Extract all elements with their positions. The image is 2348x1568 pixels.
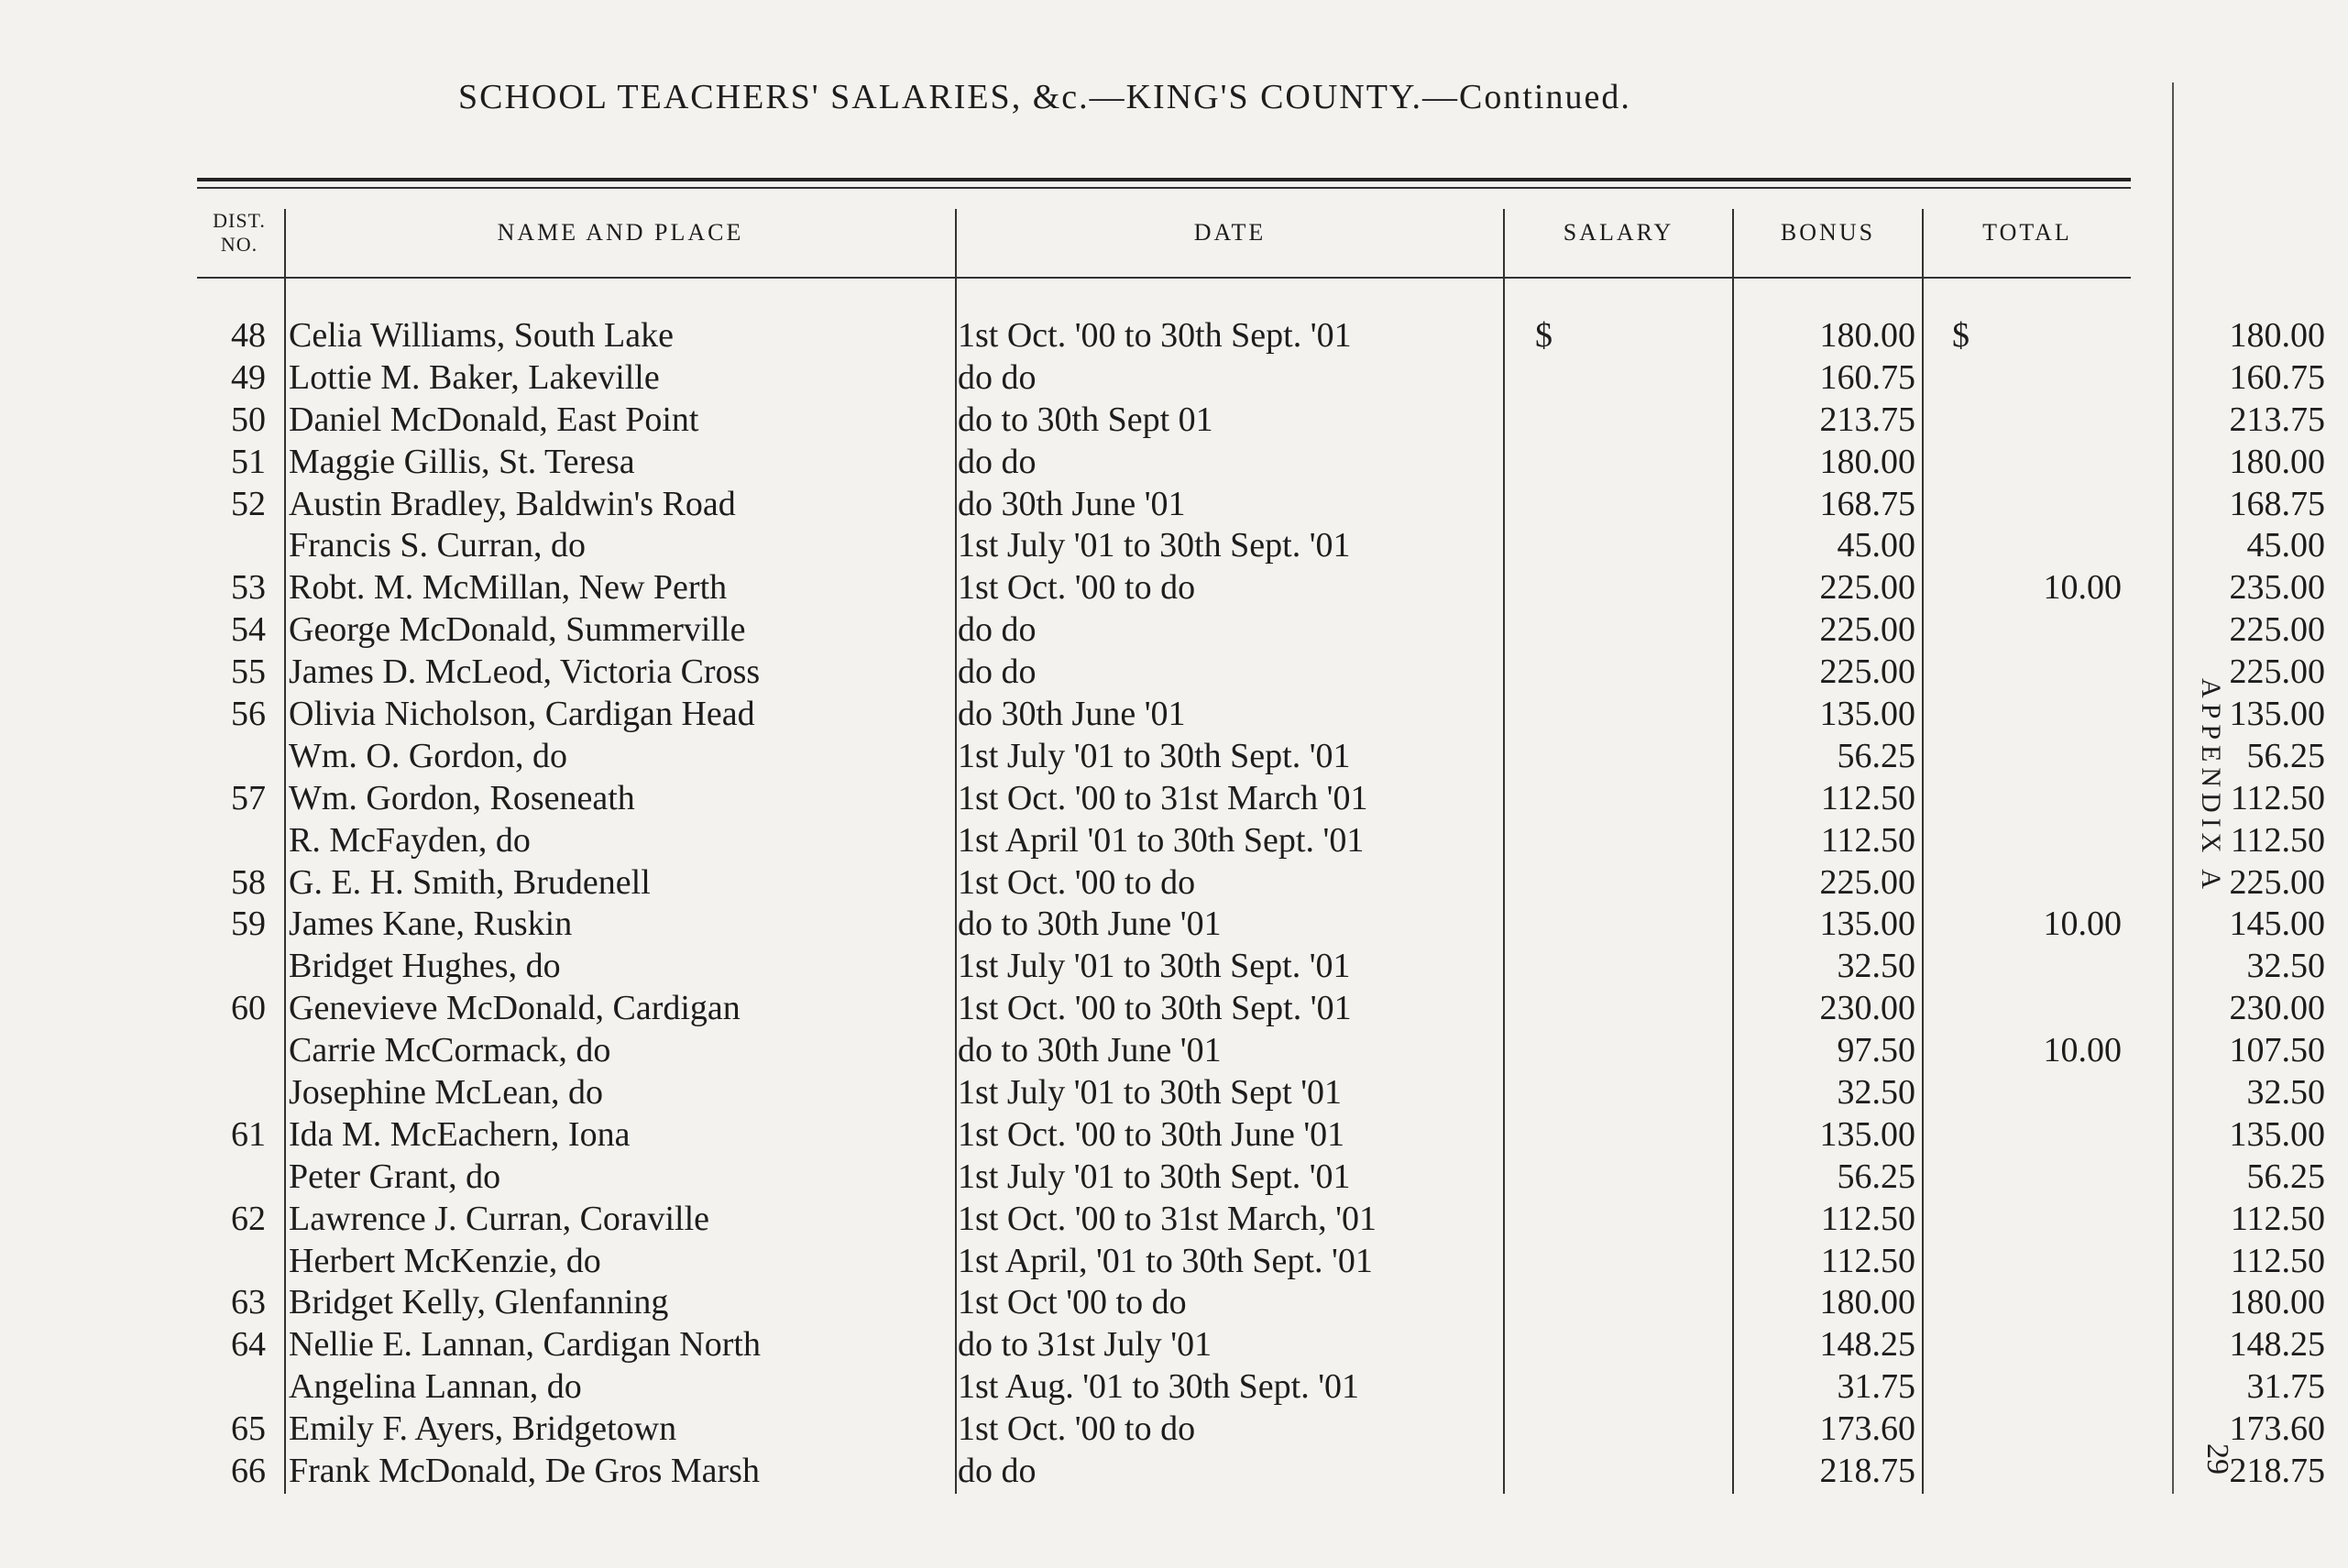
teacher-name-place: James D. McLeod, Victoria Cross [289, 652, 761, 692]
bonus-amount: 10.00 [2043, 1031, 2122, 1070]
teacher-name-place: Genevieve McDonald, Cardigan [289, 989, 741, 1028]
service-date: do to 30th Sept 01 [958, 400, 1213, 439]
total-amount: 180.00 [2229, 316, 2325, 355]
salary-amount: 168.75 [1819, 484, 1915, 523]
salary-amount: 225.00 [1819, 652, 1915, 692]
service-date: 1st Oct. '00 to 30th June '01 [958, 1114, 1345, 1154]
teacher-name-place: Daniel McDonald, East Point [289, 400, 699, 439]
teacher-name-place: Herbert McKenzie, do [289, 1241, 601, 1280]
dist-number: 57 [231, 778, 266, 817]
salary-amount: 135.00 [1819, 695, 1915, 734]
total-amount: 173.60 [2229, 1409, 2325, 1449]
total-amount: 225.00 [2229, 652, 2325, 692]
teacher-name-place: George McDonald, Summerville [289, 610, 746, 650]
salary-amount: 135.00 [1819, 905, 1915, 944]
teacher-name-place: Francis S. Curran, do [289, 526, 587, 565]
table-row [197, 988, 2325, 1030]
teacher-name-place: Frank McDonald, De Gros Marsh [289, 1452, 760, 1491]
salary-amount: 31.75 [1837, 1367, 1915, 1407]
table-row [197, 778, 2325, 820]
total-amount: 32.50 [2246, 947, 2325, 986]
total-amount: 112.50 [2230, 820, 2325, 860]
dist-number: 64 [231, 1325, 266, 1365]
service-date: 1st April '01 to 30th Sept. '01 [958, 820, 1365, 860]
dist-number: 59 [231, 905, 266, 944]
total-amount: 230.00 [2229, 989, 2325, 1028]
table-row [197, 1324, 2325, 1366]
table-row [197, 400, 2325, 442]
salary-amount: 160.75 [1819, 357, 1915, 397]
column-header-name: NAME AND PLACE [497, 219, 744, 246]
teacher-name-place: Nellie E. Lannan, Cardigan North [289, 1325, 761, 1365]
dist-number: 54 [231, 610, 266, 650]
salary-amount: 32.50 [1837, 947, 1915, 986]
dist-number: 56 [231, 695, 266, 734]
salary-amount: 230.00 [1819, 989, 1915, 1028]
dist-number: 52 [231, 484, 266, 523]
salary-dollar-sign: $ [1535, 316, 1553, 355]
table-row [197, 904, 2325, 946]
table-row [197, 567, 2325, 609]
salary-amount: 135.00 [1819, 1114, 1915, 1154]
total-amount: 213.75 [2229, 400, 2325, 439]
service-date: 1st July '01 to 30th Sept '01 [958, 1073, 1343, 1113]
table-row [197, 946, 2325, 988]
teacher-name-place: G. E. H. Smith, Brudenell [289, 862, 651, 902]
salary-amount: 112.50 [1820, 1241, 1915, 1280]
dist-number: 48 [231, 316, 266, 355]
total-amount: 148.25 [2229, 1325, 2325, 1365]
table-row [197, 442, 2325, 484]
total-amount: 32.50 [2246, 1073, 2325, 1113]
teacher-name-place: Olivia Nicholson, Cardigan Head [289, 695, 755, 734]
dist-number: 51 [231, 442, 266, 481]
column-header-salary: SALARY [1563, 219, 1674, 246]
table-row [197, 1157, 2325, 1199]
table-row [197, 1114, 2325, 1157]
salary-amount: 32.50 [1837, 1073, 1915, 1113]
table-row [197, 1282, 2325, 1324]
teacher-name-place: Carrie McCormack, do [289, 1031, 611, 1070]
dist-number: 58 [231, 862, 266, 902]
salary-amount: 97.50 [1837, 1031, 1915, 1070]
service-date: 1st Aug. '01 to 30th Sept. '01 [958, 1367, 1360, 1407]
salary-amount: 112.50 [1820, 820, 1915, 860]
teacher-name-place: Celia Williams, South Lake [289, 316, 674, 355]
service-date: do to 30th June '01 [958, 905, 1222, 944]
table-row [197, 820, 2325, 862]
total-amount: 56.25 [2246, 1157, 2325, 1196]
service-date: 1st July '01 to 30th Sept. '01 [958, 947, 1351, 986]
table-row [197, 1072, 2325, 1114]
dist-number: 61 [231, 1114, 266, 1154]
dist-number: 55 [231, 652, 266, 692]
teacher-name-place: Wm. O. Gordon, do [289, 736, 567, 775]
service-date: do to 31st July '01 [958, 1325, 1212, 1365]
total-amount: 160.75 [2229, 357, 2325, 397]
service-date: 1st Oct. '00 to do [958, 568, 1196, 608]
total-amount: 145.00 [2229, 905, 2325, 944]
total-amount: 180.00 [2229, 1283, 2325, 1322]
teacher-name-place: R. McFayden, do [289, 820, 531, 860]
table-header [197, 189, 2131, 279]
salary-amount: 173.60 [1819, 1409, 1915, 1449]
service-date: do do [958, 610, 1037, 650]
total-amount: 135.00 [2229, 1114, 2325, 1154]
total-amount: 180.00 [2229, 442, 2325, 481]
table-row [197, 1199, 2325, 1241]
dist-number: 63 [231, 1283, 266, 1322]
service-date: 1st Oct. '00 to do [958, 862, 1196, 902]
dist-number: 66 [231, 1452, 266, 1491]
dist-number: 50 [231, 400, 266, 439]
total-amount: 225.00 [2229, 862, 2325, 902]
service-date: do to 30th June '01 [958, 1031, 1222, 1070]
table-row [197, 315, 2325, 357]
service-date: 1st Oct. '00 to 31st March '01 [958, 778, 1368, 817]
salary-amount: 218.75 [1819, 1452, 1915, 1491]
page-number: 29 [2200, 1443, 2234, 1475]
teacher-name-place: Austin Bradley, Baldwin's Road [289, 484, 736, 523]
table-row [197, 484, 2325, 526]
column-header-bonus: BONUS [1780, 219, 1876, 246]
bonus-amount: 10.00 [2043, 905, 2122, 944]
service-date: 1st Oct. '00 to do [958, 1409, 1196, 1449]
service-date: do do [958, 442, 1037, 481]
service-date: 1st July '01 to 30th Sept. '01 [958, 526, 1351, 565]
total-amount: 218.75 [2229, 1452, 2325, 1491]
total-amount: 168.75 [2229, 484, 2325, 523]
service-date: 1st July '01 to 30th Sept. '01 [958, 1157, 1351, 1196]
salary-amount: 112.50 [1820, 778, 1915, 817]
salary-amount: 148.25 [1819, 1325, 1915, 1365]
teacher-name-place: Josephine McLean, do [289, 1073, 603, 1113]
service-date: do 30th June '01 [958, 484, 1186, 523]
service-date: 1st Oct. '00 to 30th Sept. '01 [958, 989, 1352, 1028]
salary-amount: 45.00 [1837, 526, 1915, 565]
appendix-label: APPENDIX A [2196, 678, 2226, 894]
dist-number: 53 [231, 568, 266, 608]
service-date: 1st July '01 to 30th Sept. '01 [958, 736, 1351, 775]
teacher-name-place: Emily F. Ayers, Bridgetown [289, 1409, 677, 1449]
table-row [197, 1030, 2325, 1072]
column-header-total: TOTAL [1982, 219, 2072, 246]
total-amount: 135.00 [2229, 695, 2325, 734]
total-amount: 235.00 [2229, 568, 2325, 608]
service-date: do do [958, 1452, 1037, 1491]
total-amount: 112.50 [2230, 1199, 2325, 1238]
teacher-name-place: Robt. M. McMillan, New Perth [289, 568, 728, 608]
teacher-name-place: Wm. Gordon, Roseneath [289, 778, 635, 817]
teacher-name-place: Maggie Gillis, St. Teresa [289, 442, 635, 481]
salary-amount: 225.00 [1819, 862, 1915, 902]
column-header-date: DATE [1193, 219, 1267, 246]
salary-amount: 112.50 [1820, 1199, 1915, 1238]
service-date: do do [958, 652, 1037, 692]
table-row [197, 525, 2325, 567]
service-date: do 30th June '01 [958, 695, 1186, 734]
salary-amount: 180.00 [1819, 1283, 1915, 1322]
dist-number: 65 [231, 1409, 266, 1449]
service-date: 1st Oct. '00 to 31st March, '01 [958, 1199, 1377, 1238]
table-row [197, 862, 2325, 905]
salary-amount: 56.25 [1837, 1157, 1915, 1196]
total-amount: 107.50 [2229, 1031, 2325, 1070]
total-amount: 31.75 [2246, 1367, 2325, 1407]
salary-amount: 213.75 [1819, 400, 1915, 439]
teacher-name-place: Lottie M. Baker, Lakeville [289, 357, 660, 397]
table-row [197, 1241, 2325, 1283]
table-row [197, 1366, 2325, 1409]
table-row [197, 736, 2325, 778]
column-header-dist: DIST. NO. [213, 209, 266, 256]
table-row [197, 694, 2325, 736]
teacher-name-place: Bridget Kelly, Glenfanning [289, 1283, 669, 1322]
teacher-name-place: James Kane, Ruskin [289, 905, 573, 944]
service-date: 1st April, '01 to 30th Sept. '01 [958, 1241, 1373, 1280]
teacher-name-place: Peter Grant, do [289, 1157, 501, 1196]
table-row [197, 609, 2325, 652]
teacher-name-place: Bridget Hughes, do [289, 947, 561, 986]
table-row [197, 652, 2325, 694]
teacher-name-place: Lawrence J. Curran, Coraville [289, 1199, 709, 1238]
total-dollar-sign: $ [1952, 316, 1969, 355]
teacher-name-place: Ida M. McEachern, Iona [289, 1114, 631, 1154]
service-date: 1st Oct '00 to do [958, 1283, 1187, 1322]
table-row [197, 357, 2325, 400]
page-title: SCHOOL TEACHERS' SALARIES, &c.—KING'S COUNTY.—Continued. [458, 78, 1631, 116]
total-amount: 45.00 [2246, 526, 2325, 565]
total-amount: 56.25 [2246, 736, 2325, 775]
service-date: 1st Oct. '00 to 30th Sept. '01 [958, 316, 1352, 355]
total-amount: 225.00 [2229, 610, 2325, 650]
table-row [197, 1409, 2325, 1451]
dist-number: 49 [231, 357, 266, 397]
teacher-name-place: Angelina Lannan, do [289, 1367, 582, 1407]
bonus-amount: 10.00 [2043, 568, 2122, 608]
dist-number: 60 [231, 989, 266, 1028]
total-amount: 112.50 [2230, 1241, 2325, 1280]
salary-amount: 56.25 [1837, 736, 1915, 775]
service-date: do do [958, 357, 1037, 397]
total-amount: 112.50 [2230, 778, 2325, 817]
salary-amount: 225.00 [1819, 568, 1915, 608]
dist-number: 62 [231, 1199, 266, 1238]
salary-amount: 180.00 [1819, 442, 1915, 481]
salary-amount: 225.00 [1819, 610, 1915, 650]
salary-amount: 180.00 [1819, 316, 1915, 355]
